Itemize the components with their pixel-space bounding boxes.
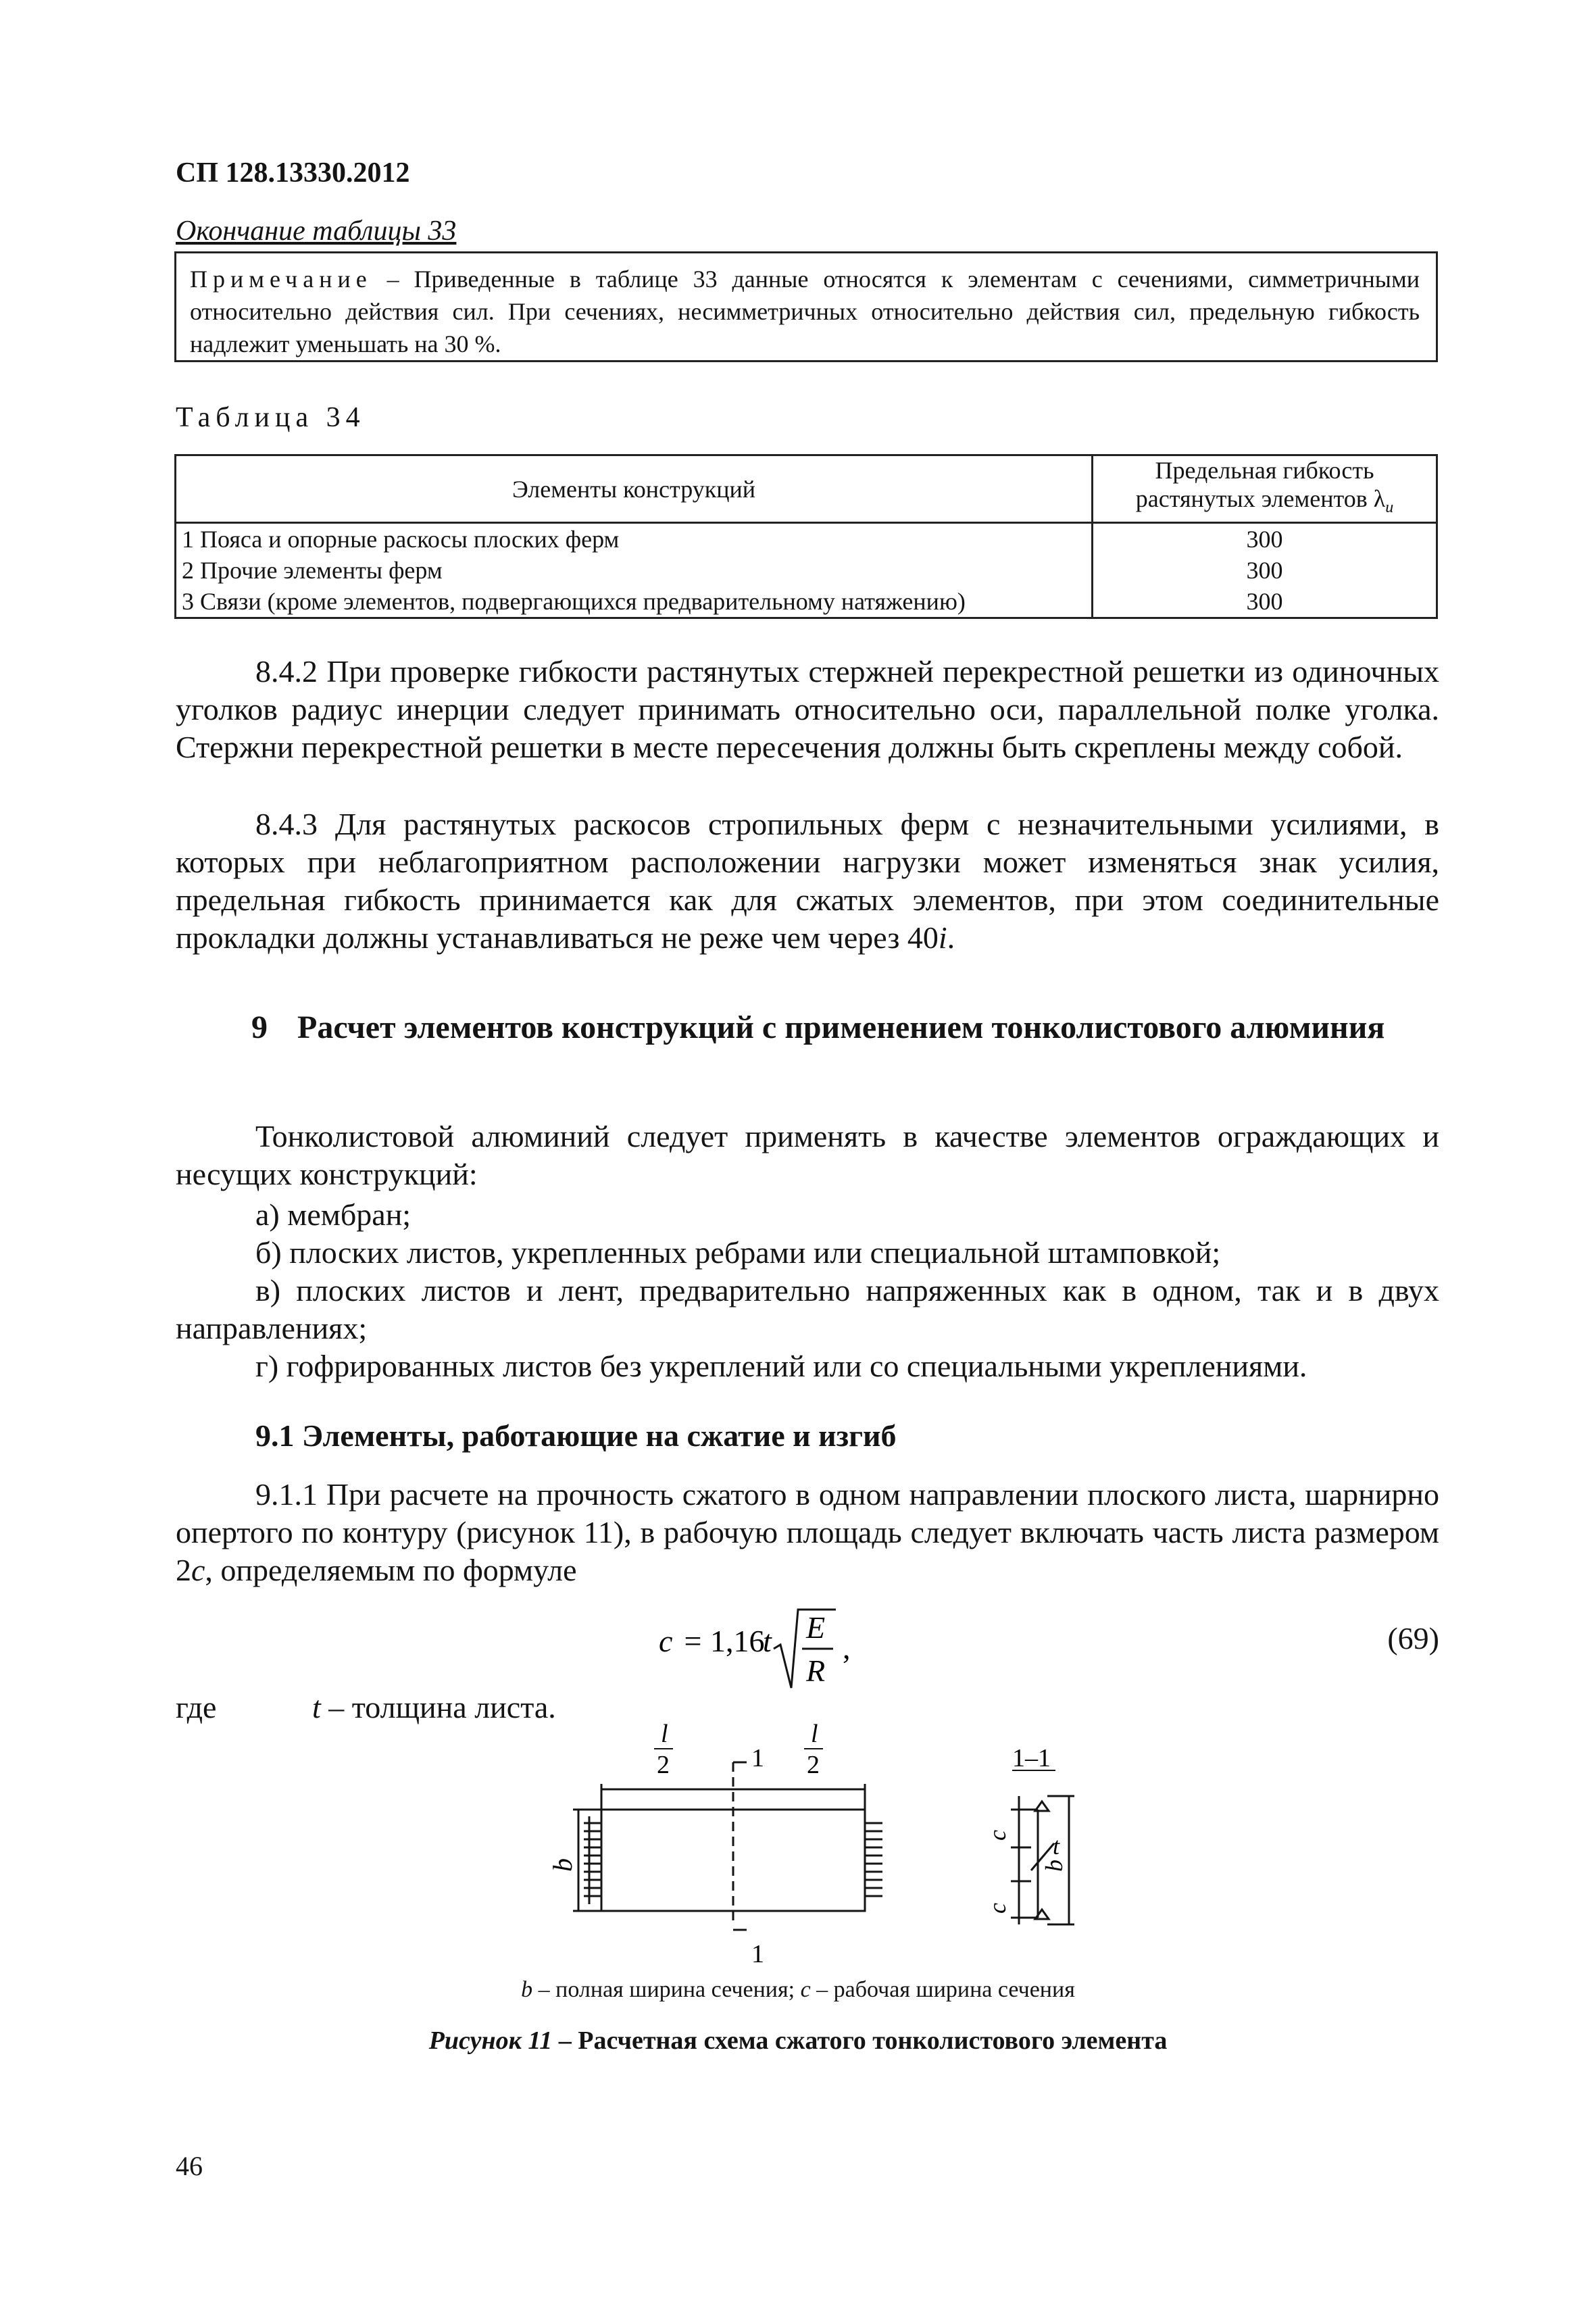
legend-b-symbol: b [521, 1977, 533, 2002]
col-header-slenderness-text: Предельная гибкость растянутых элементов λ [1135, 457, 1386, 512]
label-2-right: 2 [807, 1751, 820, 1779]
formula-svg [659, 1607, 902, 1695]
figure-11-diagram [514, 1722, 1122, 1972]
formula-t: t [763, 1624, 772, 1658]
document-code: СП 128.13330.2012 [176, 157, 410, 189]
table-row [176, 555, 1437, 586]
list-item-a: а) мембран; [255, 1197, 412, 1232]
legend-c-symbol: c [800, 1977, 811, 2002]
paragraph-8-4-2: 8.4.2 При проверке гибкости растянутых стержней перекрестной решетки из одиночных уголков радиус инерции следует принимать относительно оси, параллельной полке уголка. Стержни перекрестной решетки в месте пересечения должны быть скреплены между собой. [176, 654, 1439, 764]
figure-caption [0, 2026, 1596, 2056]
table33-note [174, 251, 1438, 362]
table-header-row [176, 455, 1437, 523]
row1-value: 300 [1093, 523, 1437, 555]
formula-lhs: c [659, 1624, 673, 1658]
load-arrows-right [865, 1823, 882, 1896]
formula-eq: = [676, 1624, 709, 1658]
paragraph-9-1-1-var: c [191, 1553, 205, 1587]
list-item-b: б) плоских листов, укрепленных ребрами или специальной штамповкой; [255, 1235, 1221, 1270]
label-t-section: t [1053, 1833, 1060, 1860]
paragraph-9-1-1 [176, 1476, 1439, 1589]
where-symbol: t [312, 1690, 321, 1724]
paragraph-8-4-3 [176, 805, 1439, 957]
col-header-subscript: и [1385, 499, 1394, 517]
formula-number: (69) [1387, 1621, 1439, 1656]
list-item-d: г) гофрированных листов без укреплений или со специальными укреплениями. [255, 1349, 1307, 1383]
table-row [176, 586, 1437, 618]
note-text: Приведенные в таблице 33 данные относятся к элементам с сечениями, симметричными относительно действия сил. При сечениях, несимметричных относительно действия сил, предельную гибкость надлежит уменьшать на 30 %. [190, 266, 1420, 357]
paragraph-8-4-3-text: 8.4.3 Для растянутых раскосов стропильных ферм с незначительными усилиями, в которых при неблагоприятном расположении нагрузки может изменяться знак усилия, предельная гибкость принимается как для сжатых элементов, при этом соединительные прокладки должны устанавливаться не реже чем через 40 [176, 807, 1439, 955]
where-definition [312, 1689, 556, 1725]
formula-numerator: E [806, 1610, 826, 1645]
formula-denominator: R [806, 1653, 826, 1688]
label-l-left: l [661, 1722, 668, 1748]
note-label: Примечание [190, 266, 372, 293]
formula-69 [659, 1607, 902, 1702]
list-item-c: в) плоских листов и лент, предварительно напряженных как в одном, так и в двух направлениях; [176, 1273, 1439, 1345]
page-number: 46 [176, 2151, 203, 2181]
legend-c-text: – рабочая ширина сечения [810, 1977, 1075, 2002]
row2-element: 2 Прочие элементы ферм [176, 555, 1093, 586]
row2-value: 300 [1093, 555, 1437, 586]
row3-value: 300 [1093, 586, 1437, 618]
section-9-heading [251, 1008, 1438, 1047]
caption-text: – Расчетная схема сжатого тонколистового элемента [552, 2026, 1168, 2055]
label-2-left: 2 [657, 1751, 670, 1779]
section-9-1-heading: 9.1 Элементы, работающие на сжатие и изгиб [255, 1418, 897, 1453]
paragraph-9-1-1-text: 9.1.1 При расчете на прочность сжатого в одном направлении плоского листа, шарнирно опертого по контуру (рисунок 11), в рабочую площадь следует включать часть листа размером 2 [176, 1477, 1439, 1587]
paragraph-9-1-1-end: , определяемым по формуле [205, 1553, 577, 1587]
label-c-bottom: c [984, 1903, 1011, 1914]
label-c-top: c [984, 1830, 1011, 1841]
formula-comma: , [843, 1631, 851, 1665]
table-continuation-label: Окончание таблицы 33 [176, 216, 457, 247]
caption-label: Рисунок 11 [428, 2026, 553, 2055]
paragraph-8-4-3-var: i [938, 920, 947, 955]
table34 [174, 454, 1438, 619]
label-b-plate: b [547, 1858, 578, 1872]
table34-caption: Таблица 34 [176, 402, 366, 433]
section-number-top: 1 [751, 1744, 764, 1772]
section-number-bottom: 1 [751, 1940, 764, 1968]
col-header-elements: Элементы конструкций [176, 455, 1093, 523]
section-label: 1–1 [1012, 1744, 1051, 1772]
formula-coef: 1,16 [710, 1624, 765, 1658]
figure-legend [0, 1977, 1596, 2003]
where-text: – толщина листа. [320, 1690, 556, 1724]
note-dash: – [372, 266, 414, 293]
label-l-right: l [811, 1722, 818, 1748]
col-header-slenderness [1093, 455, 1437, 523]
row3-element: 3 Связи (кроме элементов, подвергающихся предварительному натяжению) [176, 586, 1093, 618]
row1-element: 1 Пояса и опорные раскосы плоских ферм [176, 523, 1093, 555]
legend-b-text: – полная ширина сечения; [532, 1977, 801, 2002]
where-label: где [176, 1690, 217, 1724]
section-9-intro: Тонколистовой алюминий следует применять в качестве элементов ограждающих и несущих конструкций: [176, 1119, 1439, 1191]
table-row [176, 523, 1437, 555]
section-9-number: 9 [251, 1010, 268, 1045]
section-9-title: Расчет элементов конструкций с применением тонколистового алюминия [297, 1010, 1385, 1045]
load-arrows-left [584, 1816, 601, 1904]
label-b-section: b [1041, 1860, 1068, 1872]
paragraph-8-4-3-end: . [947, 920, 955, 955]
